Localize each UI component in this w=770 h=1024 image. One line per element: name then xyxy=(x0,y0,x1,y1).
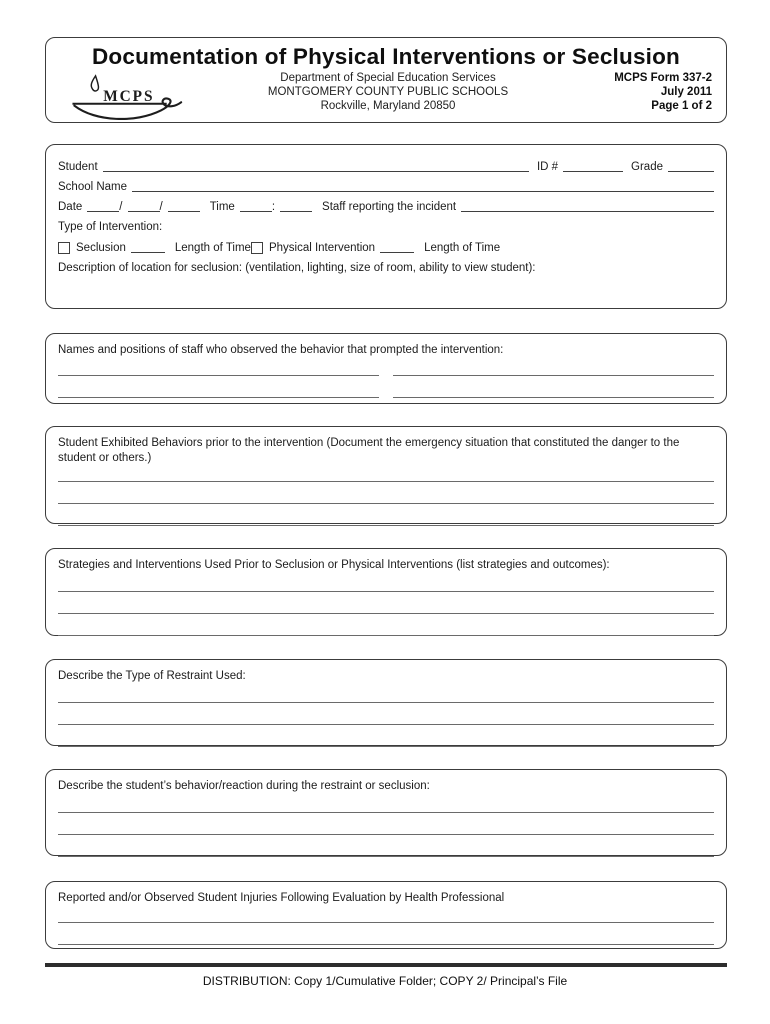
form-header xyxy=(45,37,727,123)
location-description-row xyxy=(58,256,714,276)
writing-line[interactable] xyxy=(58,702,714,703)
staff-observer-line[interactable] xyxy=(393,397,714,398)
student-name-line[interactable] xyxy=(103,171,529,172)
physical-intervention-checkbox[interactable] xyxy=(251,242,263,254)
staff-reporting-label: Staff reporting the incident xyxy=(322,201,457,213)
staff-observer-line[interactable] xyxy=(393,375,714,376)
exhibited-behaviors-section xyxy=(45,426,727,524)
page-title: Documentation of Physical Interventions or Seclusion xyxy=(91,44,680,69)
writing-line[interactable] xyxy=(58,746,714,747)
writing-line[interactable] xyxy=(58,525,714,526)
injuries-title: Reported and/or Observed Student Injuries Following Evaluation by Health Professional xyxy=(58,892,505,904)
form-meta xyxy=(557,71,716,113)
behavior-reaction-title: Describe the student’s behavior/reaction during the restraint or seclusion: xyxy=(58,780,430,792)
id-line[interactable] xyxy=(563,171,623,172)
staff-observers-line-row xyxy=(58,397,714,398)
staff-observers-line-row xyxy=(58,375,714,376)
grade-line[interactable] xyxy=(668,171,714,172)
org-line-department: Department of Special Education Services xyxy=(280,72,496,84)
mcps-logo-icon xyxy=(64,72,204,122)
staff-observer-line[interactable] xyxy=(58,397,379,398)
date-slash-2: / xyxy=(159,201,163,213)
school-name-line[interactable] xyxy=(132,191,714,192)
school-row xyxy=(58,175,714,195)
staff-observer-line[interactable] xyxy=(58,375,379,376)
restraint-type-title: Describe the Type of Restraint Used: xyxy=(58,670,246,682)
intervention-options-row xyxy=(58,235,714,256)
writing-line[interactable] xyxy=(58,481,714,482)
writing-line[interactable] xyxy=(58,613,714,614)
physical-intervention-label: Physical Intervention xyxy=(268,242,376,254)
form-number: MCPS Form 337-2 xyxy=(614,72,712,84)
location-description-label: Description of location for seclusion: (ventilation, lighting, size of room, ability to view student): xyxy=(58,262,536,274)
writing-line[interactable] xyxy=(58,812,714,813)
writing-line[interactable] xyxy=(58,922,714,923)
time-hour-line[interactable] xyxy=(240,211,272,212)
physical-length-label: Length of Time xyxy=(424,242,501,254)
student-row xyxy=(58,155,714,175)
date-month-line[interactable] xyxy=(87,211,119,212)
intervention-type-label: Type of Intervention: xyxy=(58,221,163,233)
writing-line[interactable] xyxy=(58,635,714,636)
date-day-line[interactable] xyxy=(128,211,160,212)
exhibited-behaviors-title: Student Exhibited Behaviors prior to the intervention (Document the emergency situation that constituted the danger to the student or others.) xyxy=(58,437,680,464)
strategies-section xyxy=(45,548,727,636)
staff-observers-section xyxy=(45,333,727,404)
physical-length-line[interactable] xyxy=(380,252,414,253)
student-info-section xyxy=(45,144,727,309)
time-label: Time xyxy=(209,201,235,213)
svg-text:MCPS: MCPS xyxy=(103,87,155,105)
intervention-type-row xyxy=(58,215,714,235)
restraint-type-section xyxy=(45,659,727,746)
date-label: Date xyxy=(58,201,83,213)
seclusion-length-label: Length of Time xyxy=(174,242,251,254)
mcps-logo xyxy=(56,72,219,127)
behavior-reaction-section xyxy=(45,769,727,856)
writing-line[interactable] xyxy=(58,724,714,725)
writing-line[interactable] xyxy=(58,856,714,857)
date-time-row xyxy=(58,195,714,215)
writing-line[interactable] xyxy=(58,591,714,592)
footer-divider xyxy=(45,963,727,967)
org-line-district: MONTGOMERY COUNTY PUBLIC SCHOOLS xyxy=(267,86,509,98)
seclusion-label: Seclusion xyxy=(76,242,126,254)
form-date: July 2011 xyxy=(660,86,712,98)
time-colon: : xyxy=(271,201,276,213)
seclusion-checkbox[interactable] xyxy=(58,242,70,254)
org-address xyxy=(219,71,557,113)
writing-line[interactable] xyxy=(58,503,714,504)
distribution-note: DISTRIBUTION: Copy 1/Cumulative Folder; COPY 2/ Principal’s File xyxy=(202,974,568,988)
form-page-number: Page 1 of 2 xyxy=(651,100,712,112)
org-line-city: Rockville, Maryland 20850 xyxy=(320,100,456,112)
date-slash-1: / xyxy=(119,201,123,213)
header-row xyxy=(56,71,716,127)
grade-label: Grade xyxy=(631,161,663,173)
injuries-section xyxy=(45,881,727,949)
writing-line[interactable] xyxy=(58,944,714,945)
seclusion-length-line[interactable] xyxy=(131,252,165,253)
writing-line[interactable] xyxy=(58,834,714,835)
staff-reporting-line[interactable] xyxy=(461,211,714,212)
time-minute-line[interactable] xyxy=(280,211,312,212)
school-name-label: School Name xyxy=(58,181,128,193)
student-label: Student xyxy=(58,161,98,173)
id-label: ID # xyxy=(536,161,559,173)
strategies-title: Strategies and Interventions Used Prior to Seclusion or Physical Interventions (list strategies and outcomes): xyxy=(58,559,610,571)
staff-observers-title: Names and positions of staff who observed the behavior that prompted the intervention: xyxy=(58,344,504,356)
date-year-line[interactable] xyxy=(168,211,200,212)
